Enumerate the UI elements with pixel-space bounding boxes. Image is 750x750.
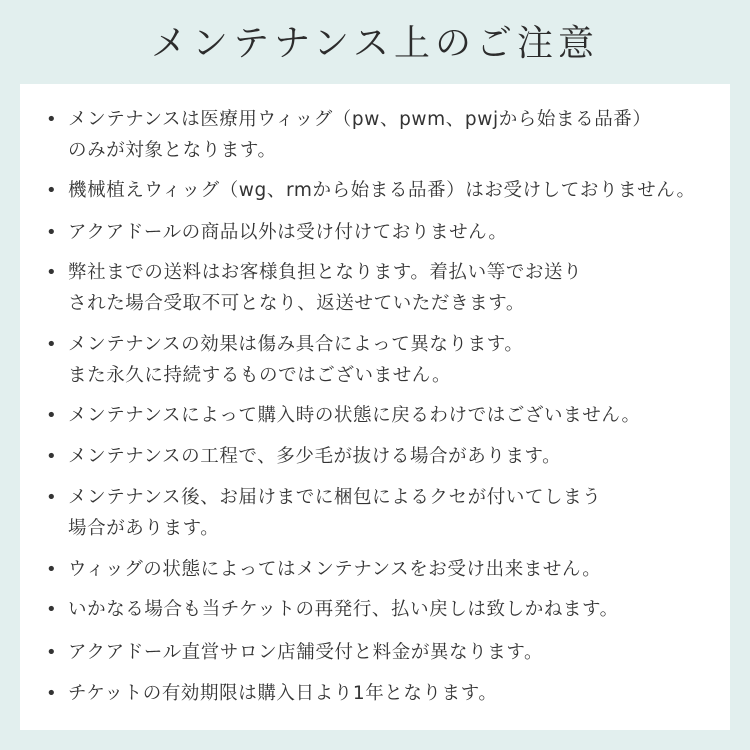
note-line: 弊社までの送料はお客様負担となります。着払い等でお送り xyxy=(68,262,583,283)
list-item xyxy=(20,257,730,319)
bullet-icon: • xyxy=(46,109,57,130)
bullet-icon: • xyxy=(46,683,57,704)
list-item xyxy=(20,217,730,248)
list-item xyxy=(20,400,730,431)
note-line: また永久に持続するものではございません。 xyxy=(68,365,452,386)
note-line: メンテナンスの効果は傷み具合によって異なります。 xyxy=(68,334,524,355)
note-line: アクアドールの商品以外は受け付けておりません。 xyxy=(68,222,508,243)
list-item xyxy=(20,104,730,166)
bullet-icon: • xyxy=(46,642,57,663)
bullet-icon: • xyxy=(46,599,57,620)
bullet-icon: • xyxy=(46,334,57,355)
note-line: メンテナンスの工程で、多少毛が抜ける場合があります。 xyxy=(68,446,562,467)
bullet-icon: • xyxy=(46,446,57,467)
list-item xyxy=(20,482,730,544)
note-line: いかなる場合も当チケットの再発行、払い戻しは致しかねます。 xyxy=(68,599,619,620)
note-line: のみが対象となります。 xyxy=(68,140,277,161)
list-item xyxy=(20,175,730,206)
list-item xyxy=(20,554,730,585)
list-item xyxy=(20,637,730,668)
list-item xyxy=(20,678,730,709)
note-line: チケットの有効期限は購入日より1年となります。 xyxy=(68,683,498,704)
bullet-icon: • xyxy=(46,262,57,283)
bullet-icon: • xyxy=(46,559,57,580)
note-line: メンテナンス後、お届けまでに梱包によるクセが付いてしまう xyxy=(68,487,602,508)
bullet-icon: • xyxy=(46,222,57,243)
note-line: メンテナンスによって購入時の状態に戻るわけではございません。 xyxy=(68,405,641,426)
list-item xyxy=(20,594,730,625)
bullet-icon: • xyxy=(46,405,57,426)
note-line: 場合があります。 xyxy=(68,518,220,539)
note-line: アクアドール直営サロン店舗受付と料金が異なります。 xyxy=(68,642,544,663)
note-line: メンテナンスは医療用ウィッグ（pw、pwm、pwjから始まる品番） xyxy=(68,109,652,130)
bullet-icon: • xyxy=(46,487,57,508)
note-line: 機械植えウィッグ（wg、rmから始まる品番）はお受けしておりません。 xyxy=(68,180,696,201)
page-title: メンテナンス上のご注意 xyxy=(150,23,600,64)
notice-panel xyxy=(20,84,730,730)
list-item xyxy=(20,329,730,391)
bullet-icon: • xyxy=(46,180,57,201)
note-line: ウィッグの状態によってはメンテナンスをお受け出来ません。 xyxy=(68,559,602,580)
note-line: された場合受取不可となり、返送せていただきます。 xyxy=(68,293,525,314)
list-item xyxy=(20,441,730,472)
